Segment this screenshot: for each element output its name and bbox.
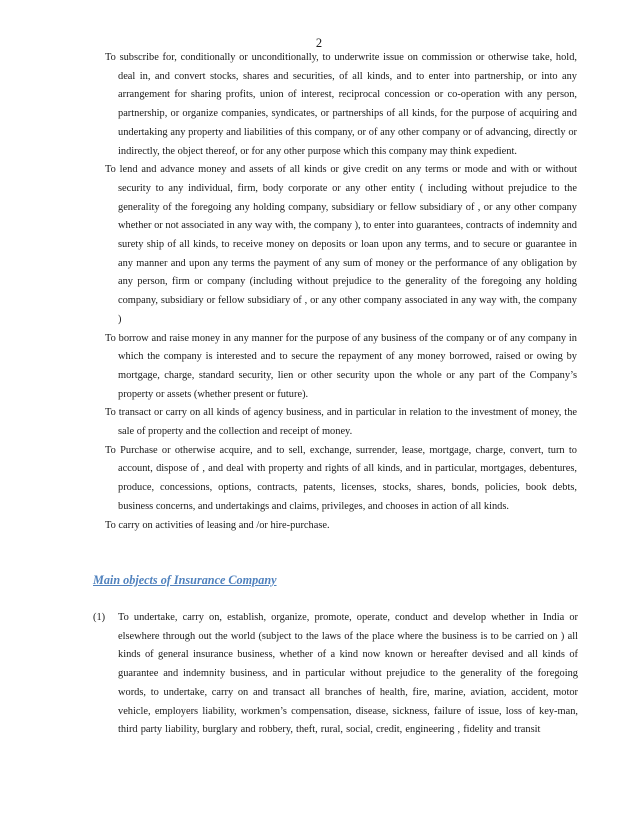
page-number: 2	[315, 36, 323, 50]
clause-lend-advance: To lend and advance money and assets of all kinds or give credit on any terms or mode and with or without security to any individual, firm, body corporate or any other entity ( including without prejudice to the generality of the foregoing any holding company, subsidiary or fellow subsidiary of , or any other company whether or not associated in any way with, the company ), to enter into guarantees, contracts of indemnity and surety ship of all kinds, to receive money on deposits or loan upon any terms, and to secure or guarantee in any manner and upon any terms the payment of any sum of money or the performance of any obligation by any person, firm or company (including without prejudice to the generality of the foregoing any holding company, subsidiary or fellow subsidiary of , or any other company associated in any way with, the company )	[105, 164, 577, 325]
section-heading-insurance: Main objects of Insurance Company	[93, 573, 277, 587]
insurance-object-item	[93, 609, 578, 740]
clause-borrow: To borrow and raise money in any manner for the purpose of any business of the company or of any company in which the company is interested and to secure the repayment of any money borrowed, raised or owing by mortgage, charge, standard security, lien or other security upon the whole or any part of the Company’s property or assets (whether present or future).	[105, 332, 577, 400]
item-number: (1)	[93, 612, 106, 623]
clause-subscribe: To subscribe for, conditionally or unconditionally, to underwrite issue on commission or otherwise take, hold, deal in, and convert stocks, shares and securities, of all kinds, and to enter into partnership, or into any arrangement for sharing profits, union of interest, reciprocal concession or co-operation with any person, partnership, or organize companies, syndicates, or partnerships of all kinds, for the purpose of acquiring and undertaking any property and liabilities of this company, or of any other company or of advancing, directly or indirectly, the object thereof, or for any other purpose which this company may think expedient.	[105, 52, 577, 157]
clause-leasing: To carry on activities of leasing and /or hire-purchase.	[105, 519, 330, 531]
item-text: To undertake, carry on, establish, organize, promote, operate, conduct and develop whether in India or elsewhere through out the world (subject to the laws of the place where the business is to be carried on ) all kinds of general insurance business, whether of a kind now known or hereafter devised and all kinds of guarantee and indemnity business, and in particular without prejudice to the generality of the foregoing words, to undertake, carry on and transact all branches of health, fire, marine, aviation, accident, motor vehicle, employers liability, workmen’s compensation, disease, sickness, failure of issue, loss of key-man, third party liability, burglary and robbery, theft, rural, social, credit, engineering , fidelity and transit	[118, 612, 578, 736]
clause-purchase: To Purchase or otherwise acquire, and to sell, exchange, surrender, lease, mortgage, charge, convert, turn to account, dispose of , and deal with property and rights of all kinds, and in particular, mortgages, debentures, produce, concessions, options, contracts, patents, licenses, stocks, shares, bonds, policies, book debts, business concerns, and undertakings and claims, privileges, and chooses in action of all kinds.	[105, 444, 577, 512]
clause-agency: To transact or carry on all kinds of agency business, and in particular in relation to the investment of money, the sale of property and the collection and receipt of money.	[105, 407, 577, 438]
objects-clause-list	[105, 49, 577, 535]
